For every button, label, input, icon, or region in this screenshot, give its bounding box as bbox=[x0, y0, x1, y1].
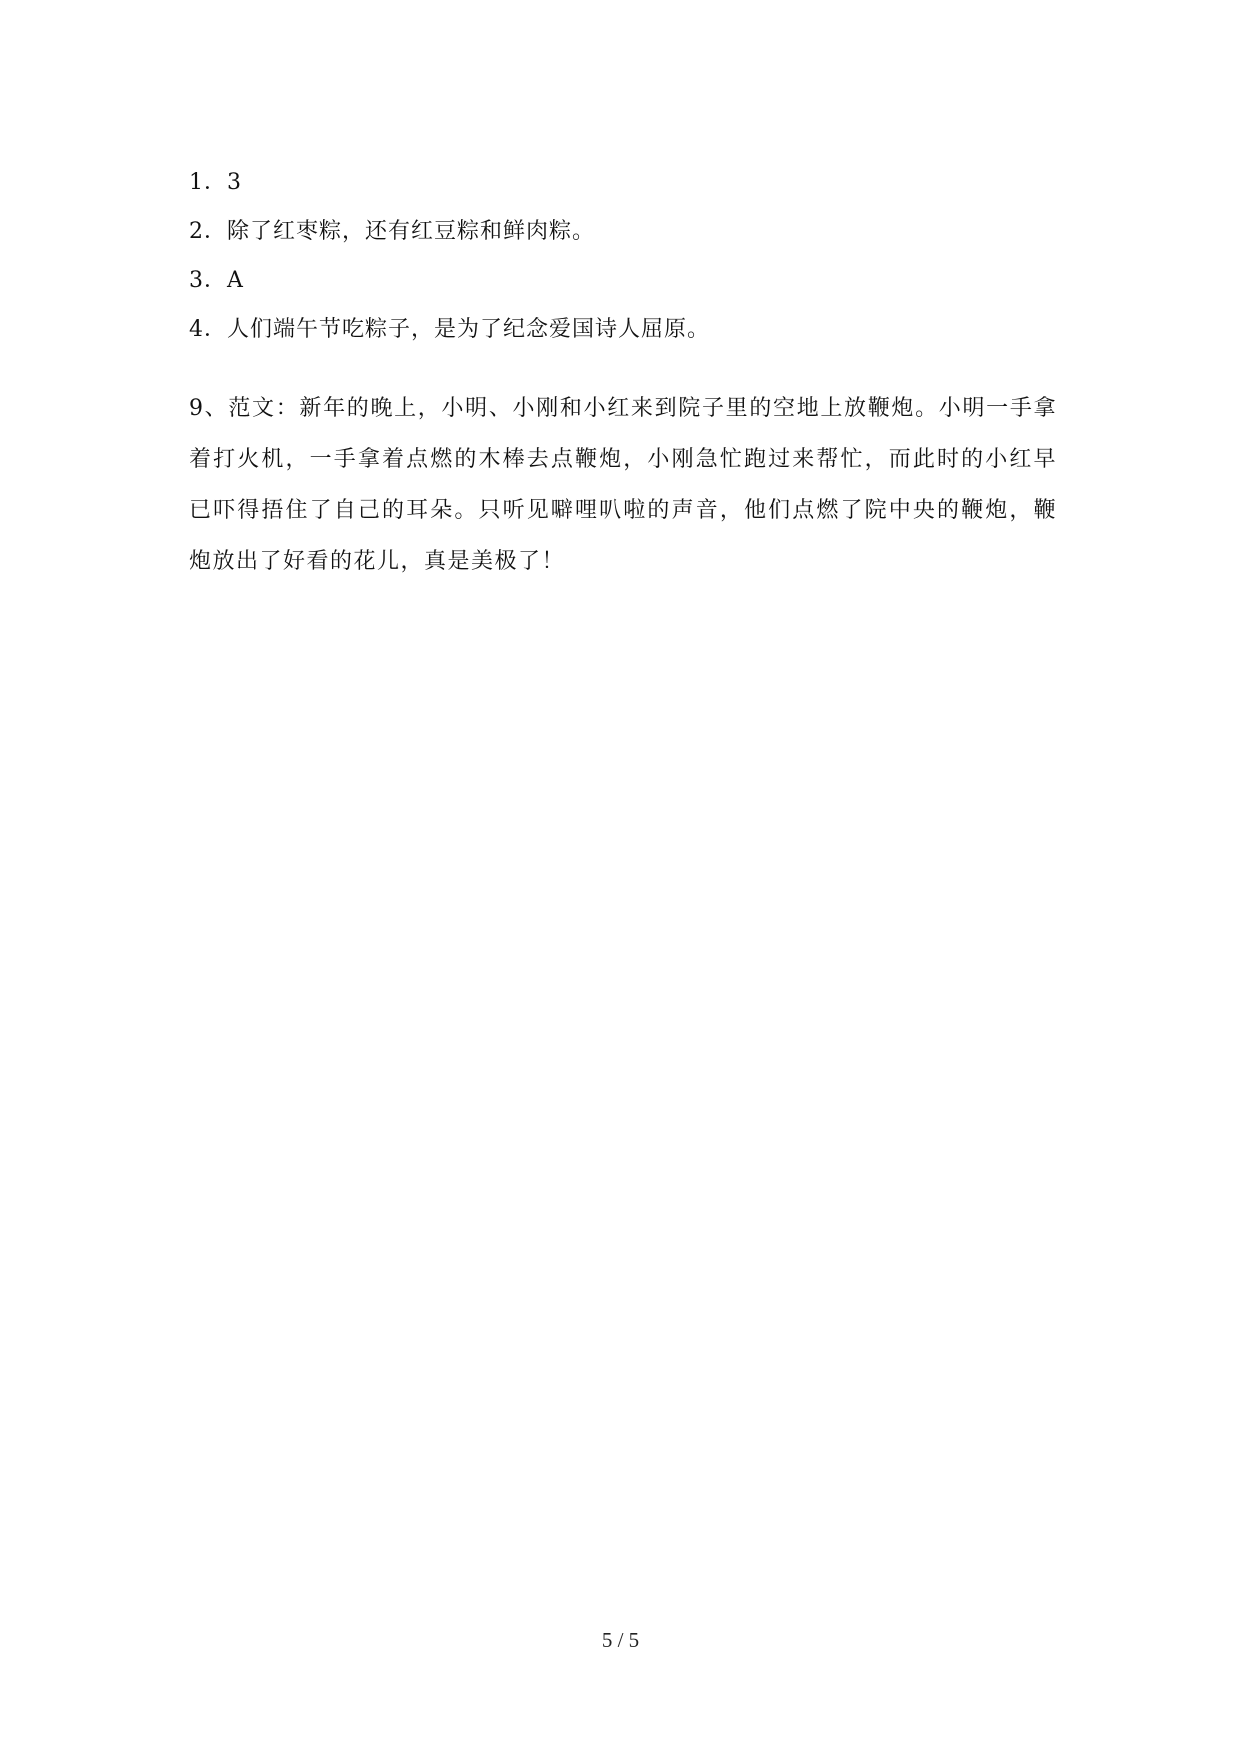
answer-item-1: 1．3 bbox=[189, 170, 242, 195]
answer-item-4: 4．人们端午节吃粽子，是为了纪念爱国诗人屈原。 bbox=[189, 317, 710, 342]
answer-item-3: 3．A bbox=[189, 268, 244, 293]
answer-item-2: 2．除了红枣粽，还有红豆粽和鲜肉粽。 bbox=[189, 219, 595, 244]
essay-paragraph: 9、范文：新年的晚上，小明、小刚和小红来到院子里的空地上放鞭炮。小明一手拿着打火机，一手拿着点燃的木棒去点鞭炮，小刚急忙跑过来帮忙，而此时的小红早已吓得捂住了自己的耳朵。只听见噼哩叭啦的声音，他们点燃了院中央的鞭炮，鞭炮放出了好看的花儿，真是美极了！ bbox=[189, 396, 1057, 574]
answer-list bbox=[189, 158, 1069, 354]
page-number: 5 / 5 bbox=[601, 1628, 640, 1652]
